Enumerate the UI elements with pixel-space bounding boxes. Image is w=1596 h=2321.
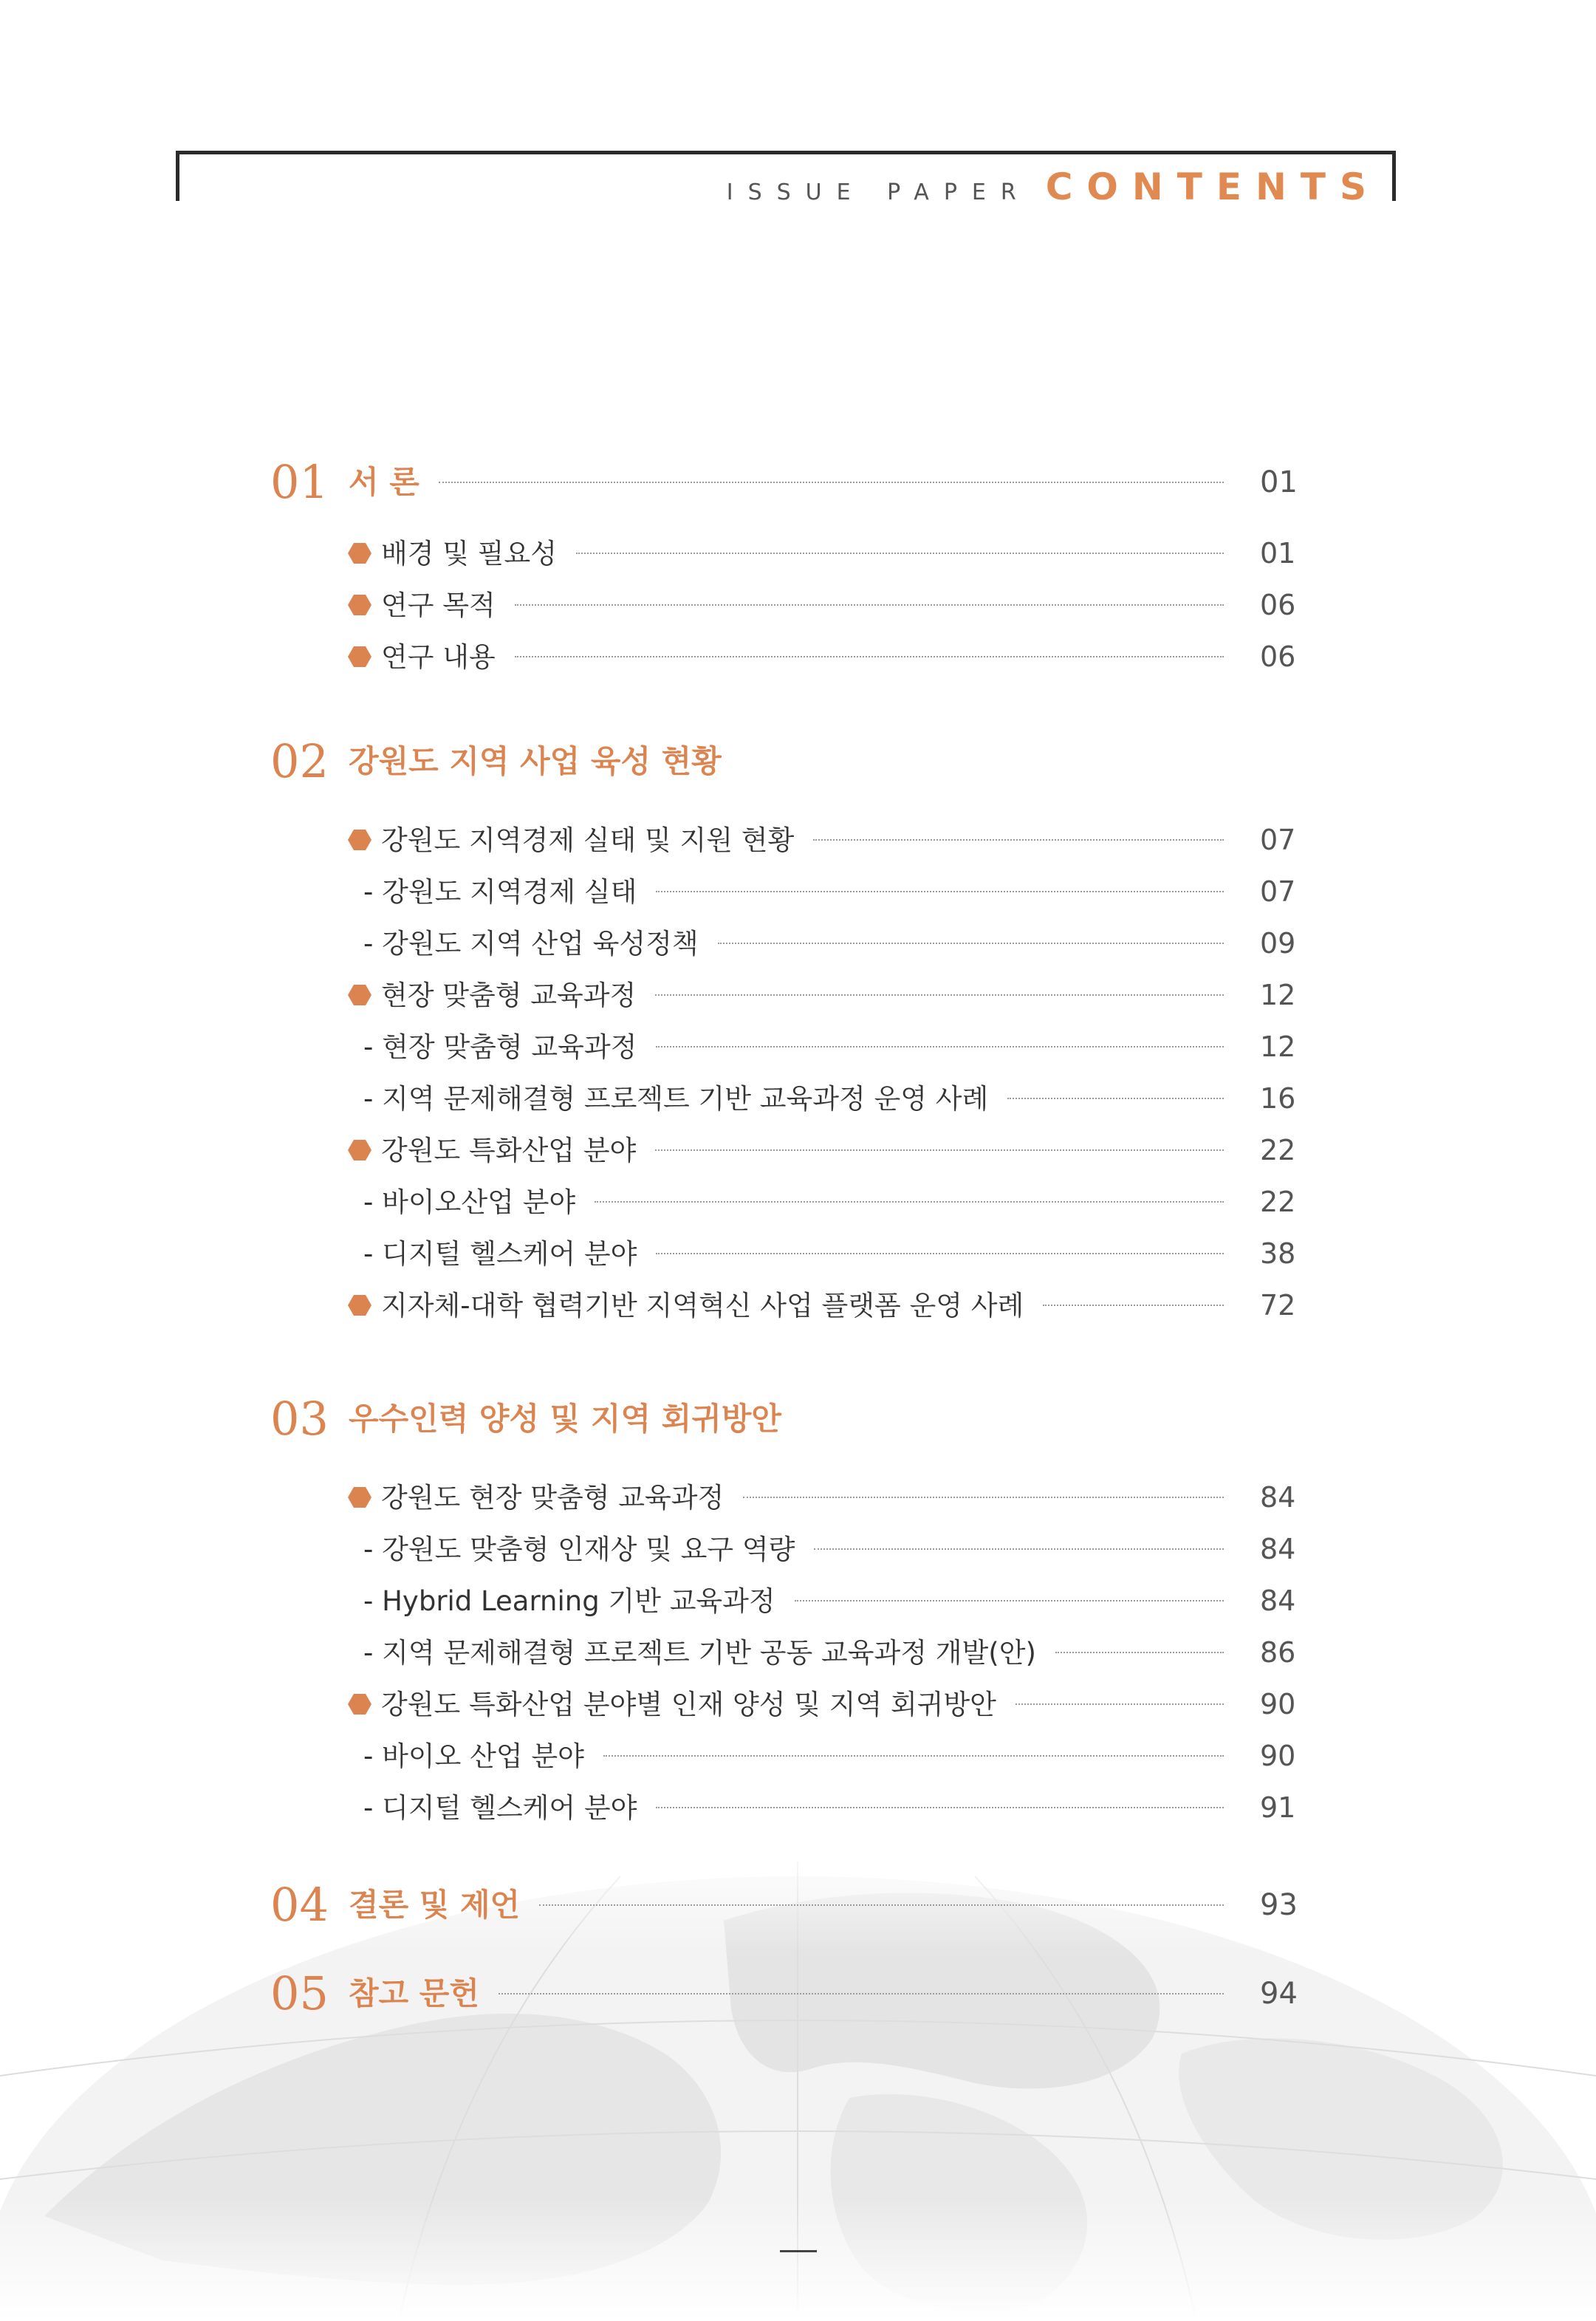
dot-leader xyxy=(499,1993,1224,1994)
dot-leader xyxy=(1043,1305,1224,1306)
section-number: 02 xyxy=(270,734,329,788)
dot-leader xyxy=(656,1046,1224,1047)
page-number: 90 xyxy=(1260,1740,1296,1772)
dot-leader xyxy=(795,1600,1224,1602)
page-number: 22 xyxy=(1260,1186,1296,1218)
hexagon-bullet-icon xyxy=(347,1693,372,1715)
page-number: 84 xyxy=(1260,1585,1296,1617)
dot-leader xyxy=(655,1149,1224,1151)
item-title: 강원도 지역경제 실태 및 지원 현황 xyxy=(381,824,795,856)
dot-leader xyxy=(439,482,1224,483)
section-number: 05 xyxy=(270,1966,329,2020)
header-subtitle: ISSUE PAPER xyxy=(726,180,1031,205)
item-title: 강원도 현장 맞춤형 교육과정 xyxy=(381,1481,725,1514)
section-title: 참고 문헌 xyxy=(349,1975,479,2011)
section-number: 01 xyxy=(270,455,329,509)
dot-leader xyxy=(656,1253,1224,1254)
dot-leader xyxy=(539,1904,1224,1906)
toc-subitem[interactable] xyxy=(0,1635,1596,1669)
section-number: 04 xyxy=(270,1878,329,1932)
item-title: 배경 및 필요성 xyxy=(381,537,557,570)
toc-section-02[interactable] xyxy=(0,736,1596,787)
dot-leader xyxy=(743,1497,1224,1498)
toc-item[interactable] xyxy=(0,978,1596,1012)
dot-leader xyxy=(515,656,1224,657)
item-title: 강원도 특화산업 분야별 인재 양성 및 지역 회귀방안 xyxy=(381,1688,996,1720)
page-number: 07 xyxy=(1260,875,1296,908)
toc-item[interactable] xyxy=(0,1288,1596,1322)
page-number: 91 xyxy=(1260,1791,1296,1824)
hexagon-bullet-icon xyxy=(347,829,372,851)
dot-leader xyxy=(595,1201,1224,1203)
dot-leader xyxy=(813,839,1224,841)
subitem-title: - 강원도 지역 산업 육성정책 xyxy=(363,927,699,960)
toc-subitem[interactable] xyxy=(0,1185,1596,1219)
toc-subitem[interactable] xyxy=(0,926,1596,960)
item-title: 현장 맞춤형 교육과정 xyxy=(381,979,637,1011)
page-number: 93 xyxy=(1260,1888,1298,1922)
subitem-title: - 지역 문제해결형 프로젝트 기반 교육과정 운영 사례 xyxy=(363,1082,989,1115)
page-number: 12 xyxy=(1260,1030,1296,1063)
toc-item[interactable] xyxy=(0,588,1596,622)
toc-subitem[interactable] xyxy=(0,875,1596,909)
page-number: 07 xyxy=(1260,824,1296,856)
page-number: 12 xyxy=(1260,979,1296,1011)
toc-section-03[interactable] xyxy=(0,1393,1596,1445)
subitem-title: - 지역 문제해결형 프로젝트 기반 공동 교육과정 개발(안) xyxy=(363,1636,1036,1669)
dot-leader xyxy=(1016,1703,1224,1705)
page-number: 01 xyxy=(1260,465,1298,499)
section-number: 03 xyxy=(270,1392,329,1446)
toc-section-04[interactable] xyxy=(0,1879,1596,1931)
toc-item[interactable] xyxy=(0,823,1596,857)
dot-leader xyxy=(718,943,1224,944)
toc-subitem[interactable] xyxy=(0,1081,1596,1115)
dot-leader xyxy=(656,1807,1224,1808)
toc-item[interactable] xyxy=(0,1480,1596,1514)
dot-leader xyxy=(656,891,1224,892)
dot-leader xyxy=(603,1755,1224,1757)
toc-subitem[interactable] xyxy=(0,1584,1596,1618)
page-number: 94 xyxy=(1260,1977,1298,2011)
hexagon-bullet-icon xyxy=(347,1486,372,1508)
toc-section-05[interactable] xyxy=(0,1968,1596,2020)
toc-subitem[interactable] xyxy=(0,1739,1596,1773)
page-number: 22 xyxy=(1260,1134,1296,1166)
subitem-title: - 바이오산업 분야 xyxy=(363,1186,576,1218)
hexagon-bullet-icon xyxy=(347,1139,372,1161)
page-number: 86 xyxy=(1260,1636,1296,1669)
item-title: 연구 내용 xyxy=(381,640,496,673)
toc-section-01[interactable] xyxy=(0,457,1596,508)
dot-leader xyxy=(515,604,1224,606)
dot-leader xyxy=(1007,1098,1224,1099)
section-title: 우수인력 양성 및 지역 회귀방안 xyxy=(349,1401,781,1437)
page-number: 84 xyxy=(1260,1481,1296,1514)
subitem-title: - 디지털 헬스케어 분야 xyxy=(363,1791,637,1824)
toc-item[interactable] xyxy=(0,536,1596,570)
toc-subitem[interactable] xyxy=(0,1030,1596,1064)
item-title: 지자체-대학 협력기반 지역혁신 사업 플랫폼 운영 사례 xyxy=(381,1289,1024,1322)
section-title: 결론 및 제언 xyxy=(349,1887,521,1923)
toc-subitem[interactable] xyxy=(0,1237,1596,1271)
toc-item[interactable] xyxy=(0,1687,1596,1721)
section-title: 서 론 xyxy=(349,464,419,500)
toc-item[interactable] xyxy=(0,1133,1596,1167)
toc-subitem[interactable] xyxy=(0,1532,1596,1566)
hexagon-bullet-icon xyxy=(347,542,372,564)
subitem-title: - 바이오 산업 분야 xyxy=(363,1740,584,1772)
hexagon-bullet-icon xyxy=(347,984,372,1006)
footer-mark xyxy=(780,2250,817,2252)
dot-leader xyxy=(1055,1652,1224,1653)
item-title: 연구 목적 xyxy=(381,589,496,621)
page-number: 16 xyxy=(1260,1082,1296,1115)
page-number: 01 xyxy=(1260,537,1296,570)
dot-leader xyxy=(576,553,1224,554)
page-number: 09 xyxy=(1260,927,1296,960)
hexagon-bullet-icon xyxy=(347,646,372,668)
page-number: 84 xyxy=(1260,1533,1296,1565)
subitem-title: - 강원도 지역경제 실태 xyxy=(363,875,637,908)
page-number: 38 xyxy=(1260,1237,1296,1270)
dot-leader xyxy=(655,994,1224,996)
item-title: 강원도 특화산업 분야 xyxy=(381,1134,637,1166)
hexagon-bullet-icon xyxy=(347,1294,372,1316)
toc-item[interactable] xyxy=(0,640,1596,674)
subitem-title: - 디지털 헬스케어 분야 xyxy=(363,1237,637,1270)
hexagon-bullet-icon xyxy=(347,594,372,616)
page-number: 06 xyxy=(1260,640,1296,673)
subitem-title: - 강원도 맞춤형 인재상 및 요구 역량 xyxy=(363,1533,795,1565)
header-title: CONTENTS xyxy=(1045,165,1380,208)
toc-subitem[interactable] xyxy=(0,1791,1596,1825)
page-number: 90 xyxy=(1260,1688,1296,1720)
page-number: 06 xyxy=(1260,589,1296,621)
subitem-title: - 현장 맞춤형 교육과정 xyxy=(363,1030,637,1063)
subitem-title: - Hybrid Learning 기반 교육과정 xyxy=(363,1585,775,1617)
dot-leader xyxy=(814,1548,1224,1550)
page-number: 72 xyxy=(1260,1289,1296,1322)
section-title: 강원도 지역 사업 육성 현황 xyxy=(349,743,722,779)
